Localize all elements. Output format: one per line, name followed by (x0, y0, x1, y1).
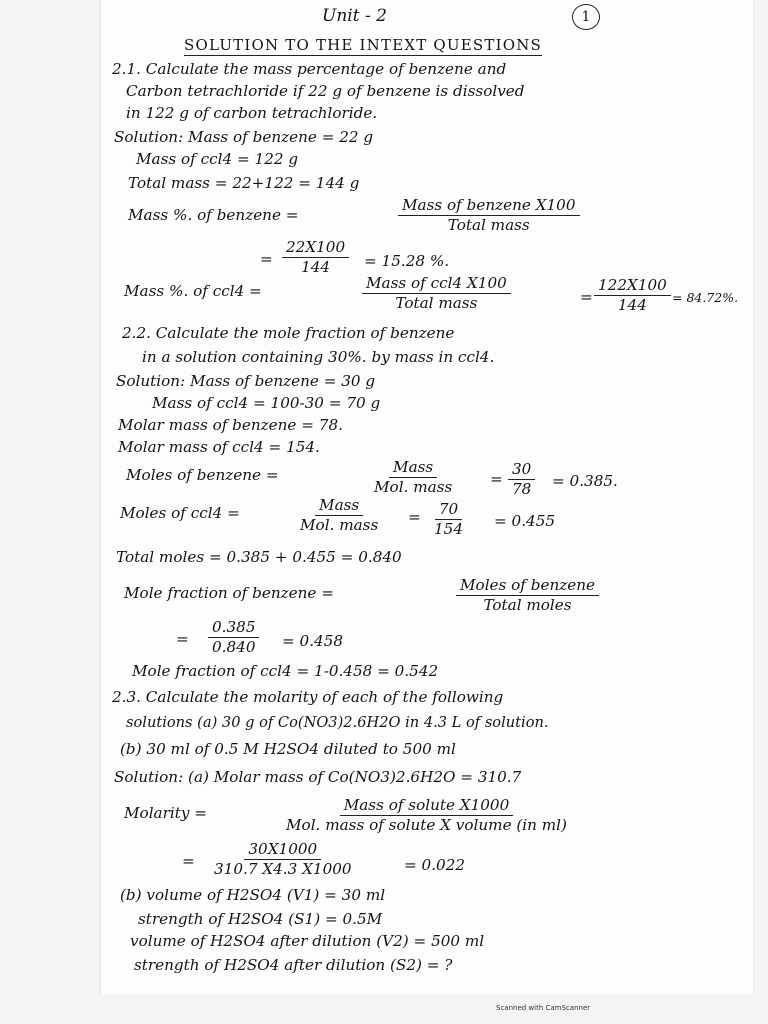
q21-solution-line-1: Solution: Mass of benzene = 22 g (114, 128, 374, 146)
q21-ccl4-calc-fraction (594, 278, 671, 313)
fraction-denominator: 0.840 (212, 638, 256, 657)
fraction-denominator: Total mass (395, 294, 478, 313)
q21-calc-fraction (282, 240, 349, 275)
q23-molarity-label: Molarity = (124, 804, 207, 822)
q22-solution-line-2: Mass of ccl4 = 100-30 = 70 g (152, 394, 381, 412)
q21-calc-equals: = (260, 250, 273, 268)
q21-mass-pct-benzene-label: Mass %. of benzene = (128, 206, 299, 224)
fraction-denominator: Mol. mass (374, 478, 453, 497)
fraction-denominator: 78 (512, 480, 532, 499)
q22-moles-ccl4-label: Moles of ccl4 = (120, 504, 240, 522)
q21-question-line-1: 2.1. Calculate the mass percentage of benzene and (112, 60, 507, 78)
q22-solution-line-4: Molar mass of ccl4 = 154. (118, 438, 320, 456)
fraction-denominator: Total moles (483, 596, 572, 615)
q21-ccl4-equals: = (580, 288, 593, 306)
fraction-numerator: Moles of benzene (456, 578, 599, 596)
q23-molarity-result: = 0.022 (404, 856, 466, 874)
q22-mf-equals: = (176, 630, 189, 648)
q22-moles-benzene-calc (508, 462, 535, 497)
q21-solution-line-3: Total mass = 22+122 = 144 g (128, 174, 360, 192)
q22-moles-benzene-equals: = (490, 470, 503, 488)
fraction-denominator: 144 (617, 296, 647, 315)
fraction-denominator: Mol. mass of solute X volume (in ml) (286, 816, 567, 835)
fraction-numerator: Mass (389, 460, 437, 478)
q21-question-line-3: in 122 g of carbon tetrachloride. (126, 104, 378, 122)
q22-moles-benzene-formula (370, 460, 456, 495)
q21-mass-pct-ccl4-label: Mass %. of ccl4 = (124, 282, 262, 300)
q21-solution-line-2: Mass of ccl4 = 122 g (136, 150, 299, 168)
q21-mass-pct-benzene-formula (398, 198, 580, 233)
q21-question-line-2: Carbon tetrachloride if 22 g of benzene is dissolved (126, 82, 525, 100)
q22-mole-fraction-benzene-label: Mole fraction of benzene = (124, 584, 334, 602)
fraction-denominator: Total mass (447, 216, 530, 235)
q22-question-line-2: in a solution containing 30%. by mass in ccl4. (142, 348, 495, 366)
fraction-denominator: 154 (434, 520, 463, 539)
fraction-denominator: 144 (301, 258, 331, 277)
q23-solution-b-line-4: strength of H2SO4 after dilution (S2) = ? (134, 956, 453, 974)
fraction-numerator: Mass of solute X1000 (340, 798, 514, 816)
fraction-numerator: Mass (315, 498, 363, 516)
q23-molarity-formula (282, 798, 571, 833)
fraction-numerator: 30 (508, 462, 535, 480)
fraction-numerator: 0.385 (208, 620, 259, 638)
q22-total-moles: Total moles = 0.385 + 0.455 = 0.840 (116, 548, 402, 566)
fraction-numerator: Mass of benzene X100 (398, 198, 580, 216)
fraction-numerator: Mass of ccl4 X100 (362, 276, 511, 294)
q23-question-line-3: (b) 30 ml of 0.5 M H2SO4 diluted to 500 ml (120, 740, 456, 758)
unit-heading: Unit - 2 (322, 6, 387, 26)
q22-mf-result: = 0.458 (282, 632, 344, 650)
q22-moles-benzene-result: = 0.385. (552, 472, 618, 490)
q23-molarity-equals: = (182, 852, 195, 870)
q22-mole-fraction-benzene-formula (456, 578, 599, 613)
q22-moles-benzene-label: Moles of benzene = (126, 466, 279, 484)
q21-ccl4-result: = 84.72%. (672, 290, 739, 305)
fraction-numerator: 122X100 (594, 278, 671, 296)
q22-solution-line-1: Solution: Mass of benzene = 30 g (116, 372, 376, 390)
q22-moles-ccl4-formula (296, 498, 382, 533)
q23-solution-b-line-3: volume of H2SO4 after dilution (V2) = 500 ml (130, 932, 485, 950)
q22-question-line-1: 2.2. Calculate the mole fraction of benzene (122, 324, 455, 342)
q23-question-line-2: solutions (a) 30 g of Co(NO3)2.6H2O in 4.3 L of solution. (126, 714, 549, 731)
q23-molarity-calc-fraction (210, 842, 356, 877)
q22-moles-ccl4-equals: = (408, 508, 421, 526)
fraction-denominator: Mol. mass (300, 516, 379, 535)
handwritten-page (112, 2, 752, 992)
fraction-numerator: 30X1000 (244, 842, 321, 860)
q22-moles-ccl4-calc (430, 502, 467, 537)
page-title: SOLUTION TO THE INTEXT QUESTIONS (184, 36, 542, 54)
q23-question-line-1: 2.3. Calculate the molarity of each of the following (112, 688, 504, 706)
q22-mole-fraction-ccl4: Mole fraction of ccl4 = 1-0.458 = 0.542 (132, 662, 439, 680)
fraction-denominator: 310.7 X4.3 X1000 (214, 860, 352, 879)
q23-solution-a-line-1: Solution: (a) Molar mass of Co(NO3)2.6H2O = 310.7 (114, 768, 522, 786)
q23-solution-b-line-2: strength of H2SO4 (S1) = 0.5M (138, 910, 383, 928)
fraction-numerator: 70 (435, 502, 462, 520)
page-number: 1 (572, 4, 600, 30)
q21-mass-pct-ccl4-formula (362, 276, 511, 311)
q21-calc-result: = 15.28 %. (364, 252, 450, 270)
fraction-numerator: 22X100 (282, 240, 349, 258)
q22-mf-calc-fraction (208, 620, 259, 655)
q22-solution-line-3: Molar mass of benzene = 78. (118, 416, 343, 434)
q22-moles-ccl4-result: = 0.455 (494, 512, 556, 530)
q23-solution-b-line-1: (b) volume of H2SO4 (V1) = 30 ml (120, 886, 386, 904)
scanner-watermark: Scanned with CamScanner (496, 1004, 591, 1012)
